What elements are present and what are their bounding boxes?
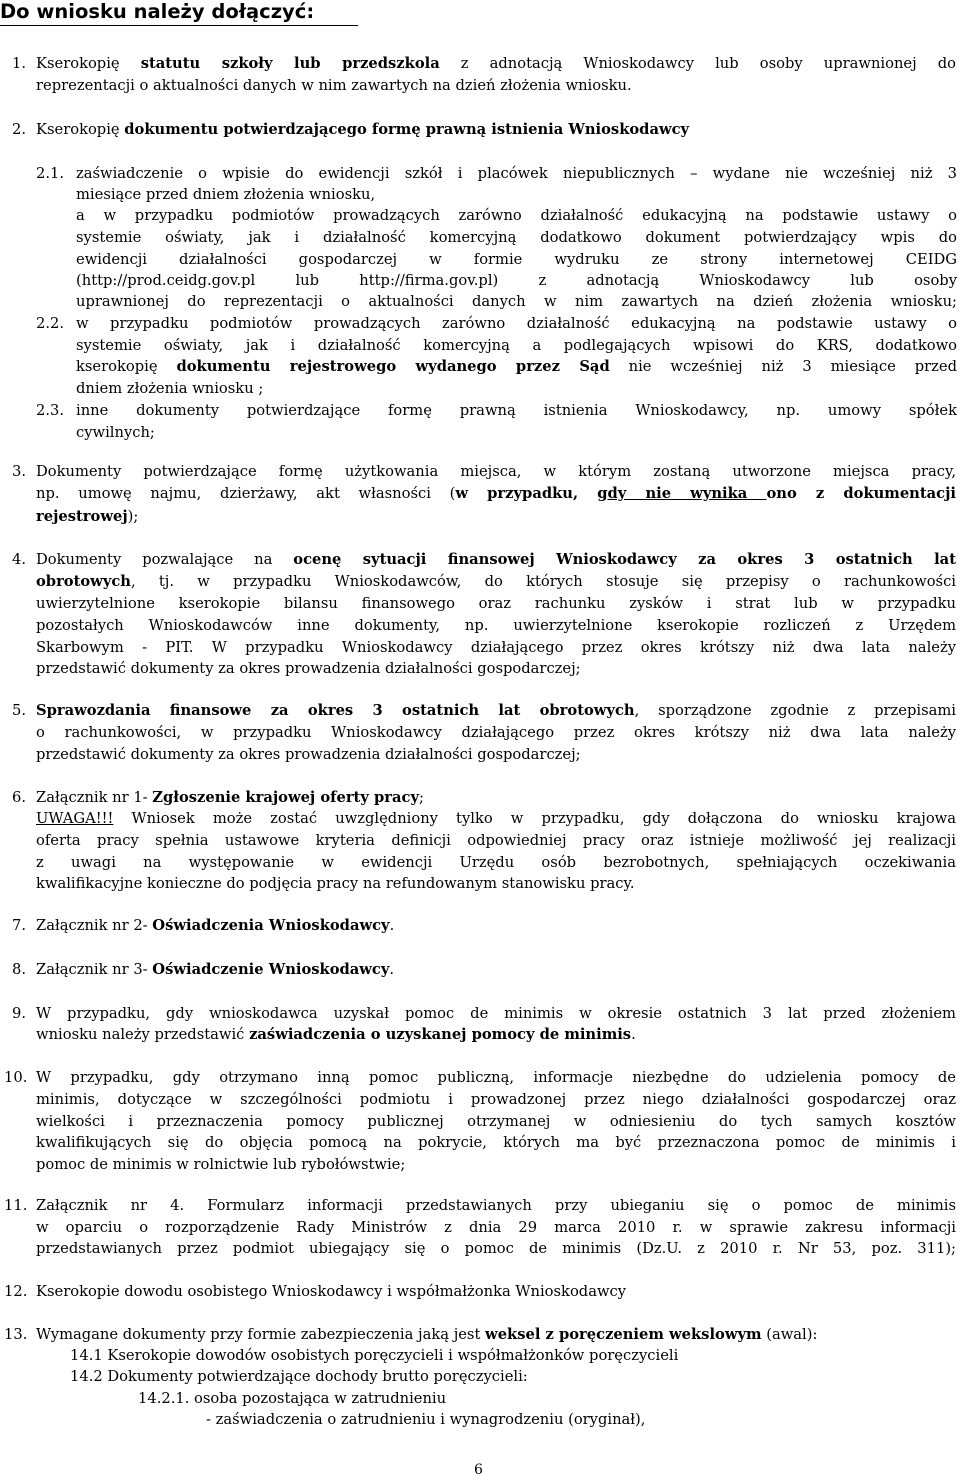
subitem-2-2-line-1: w przypadku podmiotów prowadzących zarówno działalność edukacyjną na podstawie ustawy o bbox=[76, 315, 957, 332]
subitem-14-1: 14.1 Kserokopie dowodów osobistych poręczycieli i współmałżonków poręczycieli bbox=[70, 1347, 679, 1364]
text-run: weksel z poręczeniem wekslowym bbox=[485, 1326, 762, 1343]
item-number: 4. bbox=[12, 551, 27, 568]
item-11-line: przedstawianych przez podmiot ubiegający się o pomoc de minimis (Dz.U. z 2010 r. Nr 53, poz. 311); bbox=[36, 1240, 956, 1257]
text-run: gdy nie wynika bbox=[597, 485, 767, 502]
subitem-2-2-line-2: systemie oświaty, jak i działalność komercyjną a podlegających wpisowi do KRS, dodatkowo bbox=[76, 337, 957, 354]
item-5-line: przedstawić dokumenty za okres prowadzenia działalności gospodarczej; bbox=[36, 746, 581, 763]
item-number: 11. bbox=[4, 1197, 28, 1214]
item-number: 10. bbox=[4, 1069, 28, 1086]
item-9-line-1: W przypadku, gdy wnioskodawca uzyskał pomoc de minimis w okresie ostatnich 3 lat przed złożeniem bbox=[36, 1005, 956, 1022]
item-1-line-1 bbox=[36, 55, 956, 75]
item-number: 5. bbox=[12, 702, 27, 719]
subitem-2-1-line: uprawnionej do reprezentacji o aktualności danych w nim zawartych na dzień złożenia wniosku; bbox=[76, 293, 957, 310]
text-run: zaświadczenia o uzyskanej pomocy de minimis bbox=[249, 1026, 632, 1043]
warning-text: Wniosek może zostać uwzględniony tylko w przypadku, gdy dołączona do wniosku krajowa bbox=[113, 810, 956, 827]
text-run: Załącznik nr 1- bbox=[36, 789, 153, 806]
text-run: ocenę sytuacji finansowej Wnioskodawcy za okres 3 ostatnich lat bbox=[293, 551, 956, 568]
item-2-line-1 bbox=[36, 121, 956, 141]
item-6-line: kwalifikacyjne konieczne do podjęcia pracy na refundowanym stanowisku pracy. bbox=[36, 875, 635, 892]
text-run: dokumentu potwierdzającego formę prawną istnienia Wnioskodawcy bbox=[124, 121, 690, 138]
item-number: 8. bbox=[12, 961, 27, 978]
text-run: Zgłoszenie krajowej oferty pracy bbox=[152, 789, 419, 806]
subitem-2-3-line-1: inne dokumenty potwierdzające formę prawną istnienia Wnioskodawcy, np. umowy spółek bbox=[76, 402, 957, 419]
item-8-line-1 bbox=[36, 961, 956, 981]
item-11-line: Załącznik nr 4. Formularz informacji przedstawianych przy ubieganiu się o pomoc de minimis bbox=[36, 1197, 956, 1214]
item-number: 7. bbox=[12, 917, 27, 934]
text-run: Sprawozdania finansowe za okres 3 ostatnich lat obrotowych bbox=[36, 702, 635, 719]
item-7-line-1 bbox=[36, 917, 956, 937]
subitem-14-2-1-detail: - zaświadczenia o zatrudnieniu i wynagrodzeniu (oryginał), bbox=[206, 1411, 646, 1428]
text-run: , tj. w przypadku Wnioskodawców, do których stosuje się przepisy o rachunkowości bbox=[130, 573, 956, 590]
item-number: 13. bbox=[4, 1326, 28, 1343]
item-3-line-2 bbox=[36, 485, 956, 505]
text-run: rejestrowej bbox=[36, 508, 128, 525]
text-run: Wymagane dokumenty przy formie zabezpieczenia jaką jest bbox=[36, 1326, 486, 1343]
text-run: ; bbox=[419, 789, 424, 806]
text-run: kserokopię bbox=[76, 358, 177, 375]
item-4-line: przedstawić dokumenty za okres prowadzenia działalności gospodarczej; bbox=[36, 660, 581, 677]
text-run: Załącznik nr 3- bbox=[36, 961, 153, 978]
item-number: 1. bbox=[12, 55, 27, 72]
text-run: z adnotacją Wnioskodawcy lub osoby uprawnionej do bbox=[439, 55, 956, 72]
item-10-line: minimis, dotyczące w szczególności podmiotu i prowadzonej przez niego działalności gospodarczej oraz bbox=[36, 1091, 956, 1108]
text-run: . bbox=[631, 1026, 636, 1043]
text-run: wniosku należy przedstawić bbox=[36, 1026, 250, 1043]
item-6-line-1 bbox=[36, 789, 956, 809]
text-run: Oświadczenia Wnioskodawcy bbox=[152, 917, 390, 934]
subitem-14-2: 14.2 Dokumenty potwierdzające dochody brutto poręczycieli: bbox=[70, 1368, 528, 1385]
subitem-14-2-1: 14.2.1. osoba pozostająca w zatrudnieniu bbox=[138, 1390, 447, 1407]
text-run: Dokumenty pozwalające na bbox=[36, 551, 294, 568]
text-run: Oświadczenie Wnioskodawcy bbox=[152, 961, 390, 978]
text-run: w przypadku, bbox=[455, 485, 598, 502]
subitem-2-2-line-3 bbox=[76, 358, 957, 378]
item-6-line-2 bbox=[36, 810, 956, 830]
item-12-line-1: Kserokopie dowodu osobistego Wnioskodawcy i współmałżonka Wnioskodawcy bbox=[36, 1283, 627, 1300]
item-10-line: wielkości i przeznaczenia pomocy publicznej otrzymanej w odniesieniu do tych samych kosztów bbox=[36, 1113, 956, 1130]
text-run: (awal): bbox=[761, 1326, 818, 1343]
warning-label: UWAGA!!! bbox=[36, 810, 114, 827]
text-run: dokumentu rejestrowego wydanego przez Sąd bbox=[176, 358, 610, 375]
item-6-line: z uwagi na występowanie w ewidencji Urzędu osób bezrobotnych, spełniających oczekiwania bbox=[36, 854, 956, 871]
item-4-line: Skarbowym - PIT. W przypadku Wnioskodawcy działającego przez okres krótszy niż dwa lata należy bbox=[36, 639, 956, 656]
item-number: 3. bbox=[12, 463, 27, 480]
text-run: . bbox=[389, 961, 395, 978]
item-10-line: W przypadku, gdy otrzymano inną pomoc publiczną, informacje niezbędne do udzielenia pomocy de bbox=[36, 1069, 956, 1086]
item-4-line-2 bbox=[36, 573, 956, 593]
item-number: 6. bbox=[12, 789, 27, 806]
page-heading: Do wniosku należy dołączyć: bbox=[0, 0, 315, 23]
subitem-2-1-line: miesiące przed dniem złożenia wniosku, bbox=[76, 186, 376, 203]
subitem-2-2-line-4: dniem złożenia wniosku ; bbox=[76, 380, 264, 397]
text-run: Kserokopię bbox=[36, 55, 141, 72]
subitem-2-1-line: zaświadczenie o wpisie do ewidencji szkół i placówek niepublicznych – wydane nie wcześniej niż 3 bbox=[76, 165, 957, 182]
item-3-line-1: Dokumenty potwierdzające formę użytkowania miejsca, w którym zostaną utworzone miejsca pracy, bbox=[36, 463, 956, 480]
item-13-line-1 bbox=[36, 1326, 960, 1346]
text-run: np. umowę najmu, dzierżawy, akt własności ( bbox=[36, 485, 456, 502]
item-3-line-3 bbox=[36, 508, 956, 528]
subitem-number: 2.3. bbox=[36, 402, 65, 419]
subitem-number: 2.2. bbox=[36, 315, 65, 332]
item-4-line: pozostałych Wnioskodawców inne dokumenty, np. uwierzytelnione kserokopie rozliczeń z Urzędem bbox=[36, 617, 956, 634]
subitem-number: 2.1. bbox=[36, 165, 65, 182]
item-11-line: w oparciu o rozporządzenie Rady Ministrów z dnia 29 marca 2010 r. w sprawie zakresu informacji bbox=[36, 1219, 956, 1236]
item-1-line-2: reprezentacji o aktualności danych w nim zawartych na dzień złożenia wniosku. bbox=[36, 77, 632, 94]
item-6-line: oferta pracy spełnia ustawowe kryteria definicji odpowiedniej pracy oraz istnieje możliwość jej realizacji bbox=[36, 832, 956, 849]
subitem-2-1-line: ewidencji działalności gospodarczej w formie wydruku ze strony internetowej CEIDG bbox=[76, 251, 957, 268]
text-run: ono z dokumentacji bbox=[766, 485, 956, 502]
item-10-line: kwalifikujących się do objęcia pomocą na pokrycie, których ma być przeznaczona pomoc de minimis i bbox=[36, 1134, 956, 1151]
item-10-line: pomoc de minimis w rolnictwie lub rybołówstwie; bbox=[36, 1156, 406, 1173]
text-run: Kserokopię bbox=[36, 121, 125, 138]
text-run: ); bbox=[127, 508, 139, 525]
subitem-2-1-line: systemie oświaty, jak i działalność komercyjną dodatkowo dokument potwierdzający wpis do bbox=[76, 229, 957, 246]
item-5-line-1 bbox=[36, 702, 956, 722]
item-number: 2. bbox=[12, 121, 27, 138]
subitem-2-1-line: (http://prod.ceidg.gov.pl lub http://firma.gov.pl) z adnotacją Wnioskodawcy lub osoby bbox=[76, 272, 957, 289]
subitem-2-3-line-2: cywilnych; bbox=[76, 424, 155, 441]
item-number: 12. bbox=[4, 1283, 28, 1300]
subitem-2-1-line: a w przypadku podmiotów prowadzących zarówno działalność edukacyjną na podstawie ustawy o bbox=[76, 207, 957, 224]
item-number: 9. bbox=[12, 1005, 27, 1022]
item-4-line: uwierzytelnione kserokopie bilansu finansowego oraz rachunku zysków i strat lub w przypadku bbox=[36, 595, 956, 612]
text-run: obrotowych bbox=[36, 573, 131, 590]
item-9-line-2 bbox=[36, 1026, 956, 1046]
text-run: , sporządzone zgodnie z przepisami bbox=[634, 702, 956, 719]
text-run: statutu szkoły lub przedszkola bbox=[140, 55, 440, 72]
text-run: nie wcześniej niż 3 miesiące przed bbox=[609, 358, 957, 375]
item-4-line-1 bbox=[36, 551, 956, 571]
text-run: . bbox=[389, 917, 395, 934]
item-5-line: o rachunkowości, w przypadku Wnioskodawcy działającego przez okres krótszy niż dwa lata należy bbox=[36, 724, 956, 741]
text-run: Załącznik nr 2- bbox=[36, 917, 153, 934]
page-number: 6 bbox=[474, 1462, 483, 1478]
heading-underline bbox=[0, 25, 358, 26]
